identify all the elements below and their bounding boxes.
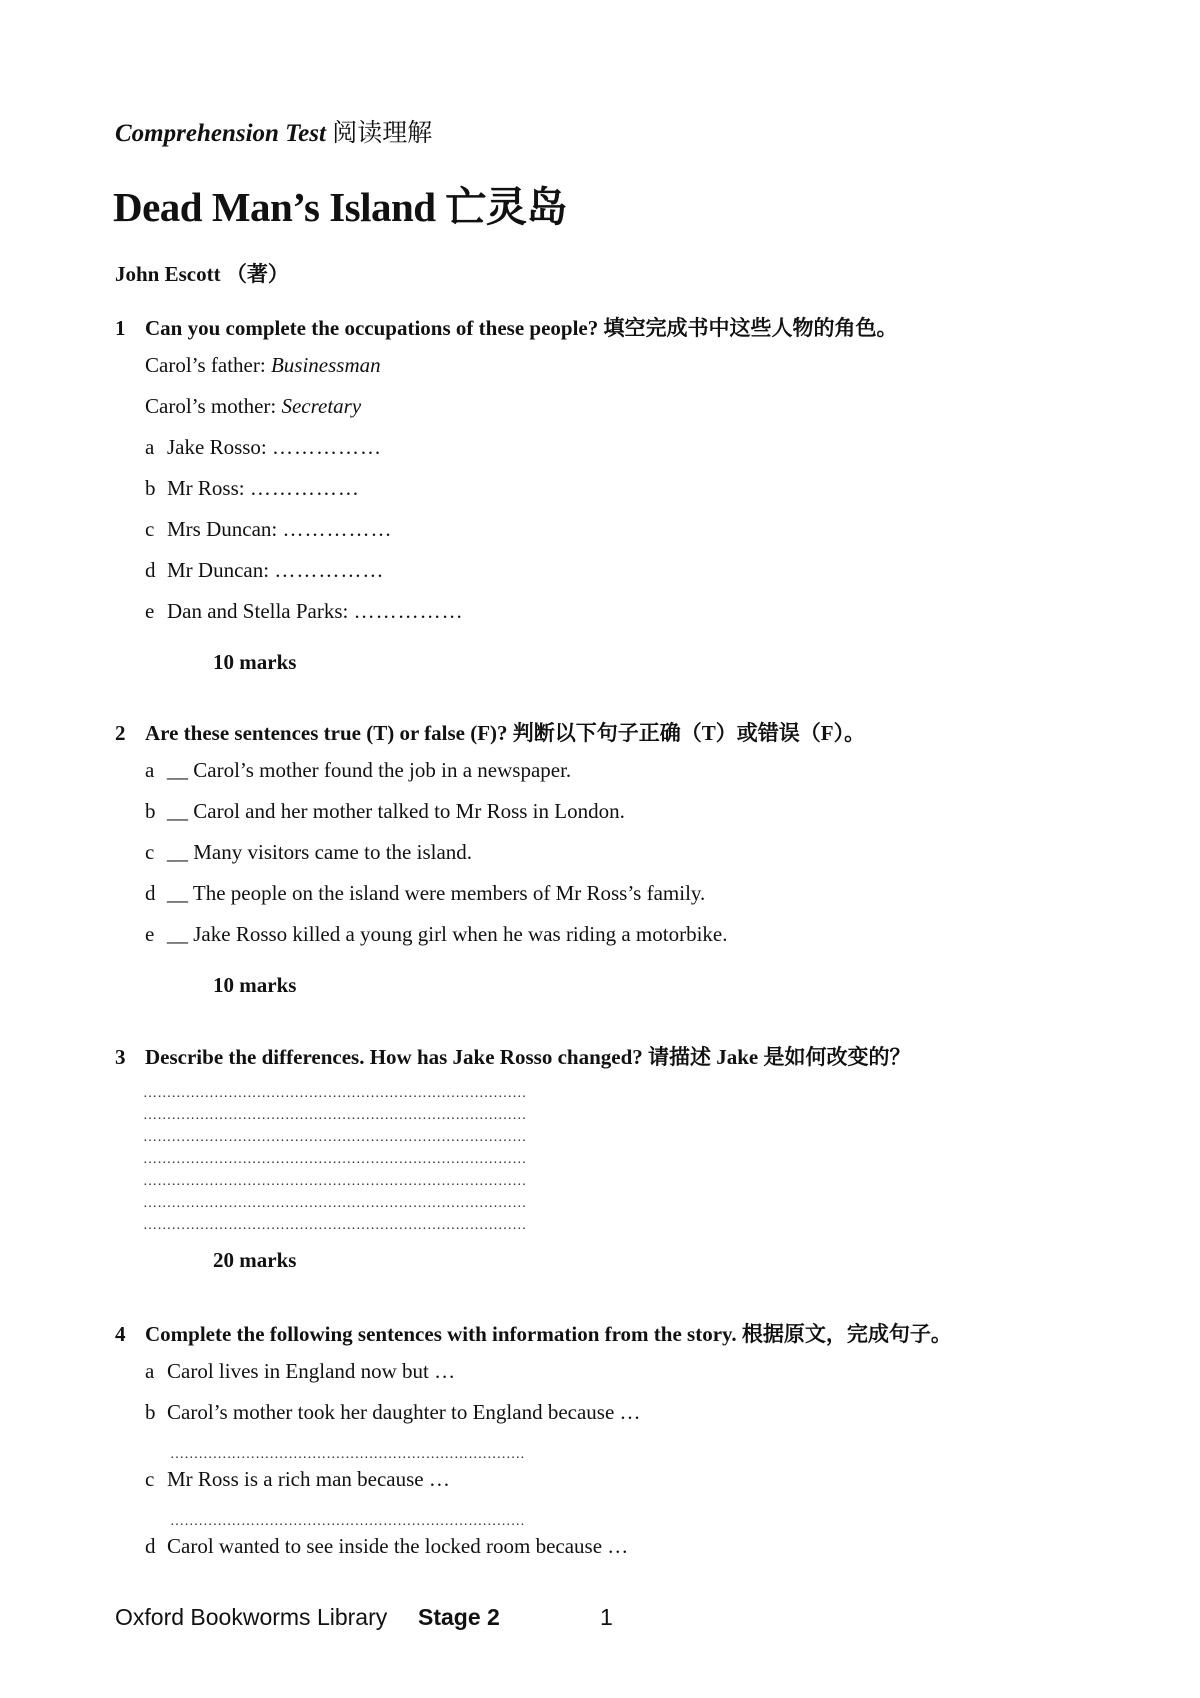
question-prompt: Describe the differences. How has Jake Rosso changed? 请描述 Jake 是如何改变的？ <box>145 1045 911 1069</box>
answer-line[interactable]: ……………………………………………………………………… <box>143 1218 527 1233</box>
answer-blank[interactable]: …………… <box>274 558 385 582</box>
answer-blank[interactable]: …………… <box>353 599 464 623</box>
q1-marks: 10 marks <box>213 650 297 674</box>
answer-line[interactable]: ……………………………………………………………………… <box>143 1174 527 1189</box>
question-prompt: Are these sentences true (T) or false (F)? 判断以下句子正确（T）或错误（F）。 <box>145 721 866 745</box>
page-number: 1 <box>600 1604 613 1630</box>
example-answer: Secretary <box>281 394 362 418</box>
q1-item-d <box>145 558 384 583</box>
item-text: Jake Rosso: <box>167 435 272 459</box>
item-text: Mrs Duncan: <box>167 517 283 541</box>
item-text: Mr Ross: <box>167 476 250 500</box>
test-kicker <box>115 113 432 149</box>
item-letter: d <box>145 1534 156 1558</box>
question-number: 2 <box>115 721 126 745</box>
item-text: __ Carol and her mother talked to Mr Ross in London. <box>167 799 625 823</box>
q1-item-a <box>145 435 382 460</box>
item-text: __ Jake Rosso killed a young girl when he was riding a motorbike. <box>167 922 728 946</box>
item-letter: d <box>145 558 156 582</box>
item-letter: b <box>145 799 156 823</box>
q4-item-d <box>145 1534 628 1559</box>
question-1-heading <box>115 312 897 342</box>
item-letter: a <box>145 435 155 459</box>
q1-item-b <box>145 476 360 501</box>
page-title: Dead Man’s Island 亡灵岛 <box>113 184 567 230</box>
q2-item-b <box>145 799 625 824</box>
example-answer: Businessman <box>270 353 381 377</box>
example-father <box>145 353 381 378</box>
answer-line[interactable]: ……………………………………………………………………… <box>143 1108 527 1123</box>
answer-line[interactable]: ………………………………………………………………… <box>170 1514 525 1529</box>
answer-line[interactable]: ……………………………………………………………………… <box>143 1086 527 1101</box>
q1-item-c <box>145 517 392 542</box>
item-letter: b <box>145 1400 156 1424</box>
q2-item-c <box>145 840 472 865</box>
question-prompt: Can you complete the occupations of these people? 填空完成书中这些人物的角色。 <box>145 316 898 340</box>
question-number: 1 <box>115 316 126 340</box>
example-mother <box>145 394 361 419</box>
item-letter: c <box>145 517 155 541</box>
author-line: John Escott （著） <box>115 262 289 286</box>
item-letter: b <box>145 476 156 500</box>
item-text: Carol wanted to see inside the locked room because … <box>167 1534 629 1558</box>
item-text: Mr Duncan: <box>167 558 275 582</box>
q4-item-b <box>145 1400 641 1425</box>
kicker-english: Comprehension Test <box>115 120 326 147</box>
item-letter: a <box>145 1359 155 1383</box>
q1-item-e <box>145 599 464 624</box>
item-text: Carol’s mother took her daughter to England because … <box>167 1400 641 1424</box>
item-text: Carol lives in England now but … <box>167 1359 456 1383</box>
item-text: __ The people on the island were members of Mr Ross’s family. <box>167 881 706 905</box>
answer-line[interactable]: ……………………………………………………………………… <box>143 1152 527 1167</box>
answer-blank[interactable]: …………… <box>282 517 393 541</box>
item-letter: d <box>145 881 156 905</box>
q2-item-a <box>145 758 571 783</box>
q2-item-e <box>145 922 728 947</box>
example-label: Carol’s mother: <box>145 394 282 418</box>
question-prompt: Complete the following sentences with information from the story. 根据原文，完成句子。 <box>145 1322 952 1346</box>
question-3-heading <box>115 1041 911 1071</box>
kicker-chinese: 阅读理解 <box>332 120 433 147</box>
footer-library: Oxford Bookworms Library <box>115 1604 388 1630</box>
question-number: 3 <box>115 1045 126 1069</box>
q4-item-a <box>145 1359 455 1384</box>
question-2-heading <box>115 717 865 747</box>
answer-line[interactable]: ……………………………………………………………………… <box>143 1196 527 1211</box>
q2-marks: 10 marks <box>213 973 297 997</box>
answer-line[interactable]: ……………………………………………………………………… <box>143 1130 527 1145</box>
item-letter: e <box>145 922 155 946</box>
question-4-heading <box>115 1318 952 1348</box>
answer-blank[interactable]: …………… <box>272 435 382 459</box>
item-text: __ Many visitors came to the island. <box>167 840 473 864</box>
item-letter: c <box>145 1467 155 1491</box>
example-label: Carol’s father: <box>145 353 271 377</box>
answer-line[interactable]: ………………………………………………………………… <box>170 1447 525 1462</box>
answer-blank[interactable]: …………… <box>249 476 360 500</box>
item-text: Dan and Stella Parks: <box>167 599 354 623</box>
q2-item-d <box>145 881 705 906</box>
item-letter: e <box>145 599 155 623</box>
q4-item-c <box>145 1467 450 1492</box>
item-letter: c <box>145 840 155 864</box>
item-text: __ Carol’s mother found the job in a newspaper. <box>167 758 572 782</box>
q3-marks: 20 marks <box>213 1248 297 1272</box>
item-letter: a <box>145 758 155 782</box>
question-number: 4 <box>115 1322 126 1346</box>
item-text: Mr Ross is a rich man because … <box>167 1467 450 1491</box>
footer-stage: Stage 2 <box>418 1604 500 1630</box>
